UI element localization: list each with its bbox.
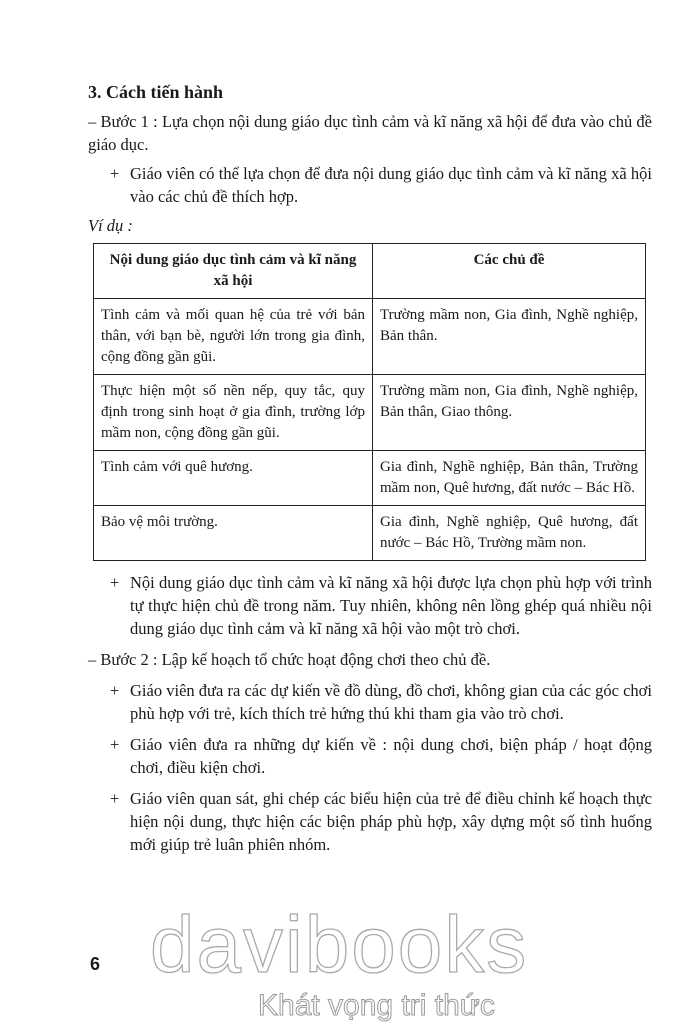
step2-text: – Bước 2 : Lập kế hoạch tổ chức hoạt động chơi theo chủ đề. bbox=[88, 650, 491, 669]
page-body bbox=[88, 80, 652, 862]
table-header-row bbox=[94, 244, 646, 299]
step1-text: – Bước 1 : Lựa chọn nội dung giáo dục tình cảm và kĩ năng xã hội để đưa vào chủ đề giáo dục. bbox=[88, 112, 652, 154]
table-header: Nội dung giáo dục tình cảm và kĩ năng xã hội bbox=[94, 244, 373, 299]
watermark-brand: davibooks bbox=[150, 900, 529, 989]
bullet-marker: + bbox=[110, 164, 120, 183]
table-cell: Trường mầm non, Gia đình, Nghề nghiệp, Bản thân. bbox=[373, 299, 646, 375]
bullet-marker: + bbox=[110, 789, 120, 808]
bullet-item bbox=[110, 571, 652, 640]
bullet-marker: + bbox=[110, 681, 120, 700]
section-heading: 3. Cách tiến hành bbox=[88, 82, 224, 102]
table-row bbox=[94, 375, 646, 451]
table-cell: Trường mầm non, Gia đình, Nghề nghiệp, Bản thân, Giao thông. bbox=[373, 375, 646, 451]
table-cell: Bảo vệ môi trường. bbox=[94, 506, 373, 561]
bullet-text: Giáo viên quan sát, ghi chép các biểu hiện của trẻ để điều chỉnh kế hoạch thực hiện nội dung, thực hiện các biện pháp phù hợp, xây dựng một số tình huống mới giúp trẻ luân phiên nhóm. bbox=[130, 789, 652, 854]
bullet-text: Nội dung giáo dục tình cảm và kĩ năng xã hội được lựa chọn phù hợp với trình tự thực hiện chủ đề trong năm. Tuy nhiên, không nên lồng ghép quá nhiều nội dung giáo dục tình cảm và kĩ năng xã hội vào một trò chơi. bbox=[130, 573, 652, 638]
bullet-text: Giáo viên đưa ra những dự kiến về : nội dung chơi, biện pháp / hoạt động chơi, điều kiện chơi. bbox=[130, 735, 652, 777]
bullet-text: Giáo viên có thể lựa chọn để đưa nội dung giáo dục tình cảm và kĩ năng xã hội vào các chủ đề thích hợp. bbox=[130, 164, 652, 206]
bullet-item bbox=[110, 787, 652, 856]
table-cell: Tình cảm với quê hương. bbox=[94, 451, 373, 506]
example-label: Ví dụ : bbox=[88, 216, 133, 235]
page-number: 6 bbox=[90, 954, 101, 974]
bullet-marker: + bbox=[110, 573, 120, 592]
bullet-text: Giáo viên đưa ra các dự kiến về đồ dùng, đồ chơi, không gian của các góc chơi phù hợp với trẻ, kích thích trẻ hứng thú khi tham gia vào trò chơi. bbox=[130, 681, 652, 723]
bullet-marker: + bbox=[110, 735, 120, 754]
watermark-slogan: Khát vọng tri thức bbox=[258, 989, 495, 1022]
bullet-item bbox=[110, 679, 652, 725]
table-header: Các chủ đề bbox=[373, 244, 646, 299]
table-cell: Gia đình, Nghề nghiệp, Bản thân, Trường mầm non, Quê hương, đất nước – Bác Hồ. bbox=[373, 451, 646, 506]
table-cell: Thực hiện một số nền nếp, quy tắc, quy định trong sinh hoạt ở gia đình, trường lớp mầm non, cộng đồng gần gũi. bbox=[94, 375, 373, 451]
bullet-item bbox=[110, 162, 652, 208]
table-row bbox=[94, 506, 646, 561]
table-cell: Gia đình, Nghề nghiệp, Quê hương, đất nước – Bác Hồ, Trường mầm non. bbox=[373, 506, 646, 561]
table-row bbox=[94, 451, 646, 506]
bullet-item bbox=[110, 733, 652, 779]
example-table bbox=[93, 243, 646, 561]
table-cell: Tình cảm và mối quan hệ của trẻ với bản thân, với bạn bè, người lớn trong gia đình, cộng đồng gần gũi. bbox=[94, 299, 373, 375]
table-row bbox=[94, 299, 646, 375]
